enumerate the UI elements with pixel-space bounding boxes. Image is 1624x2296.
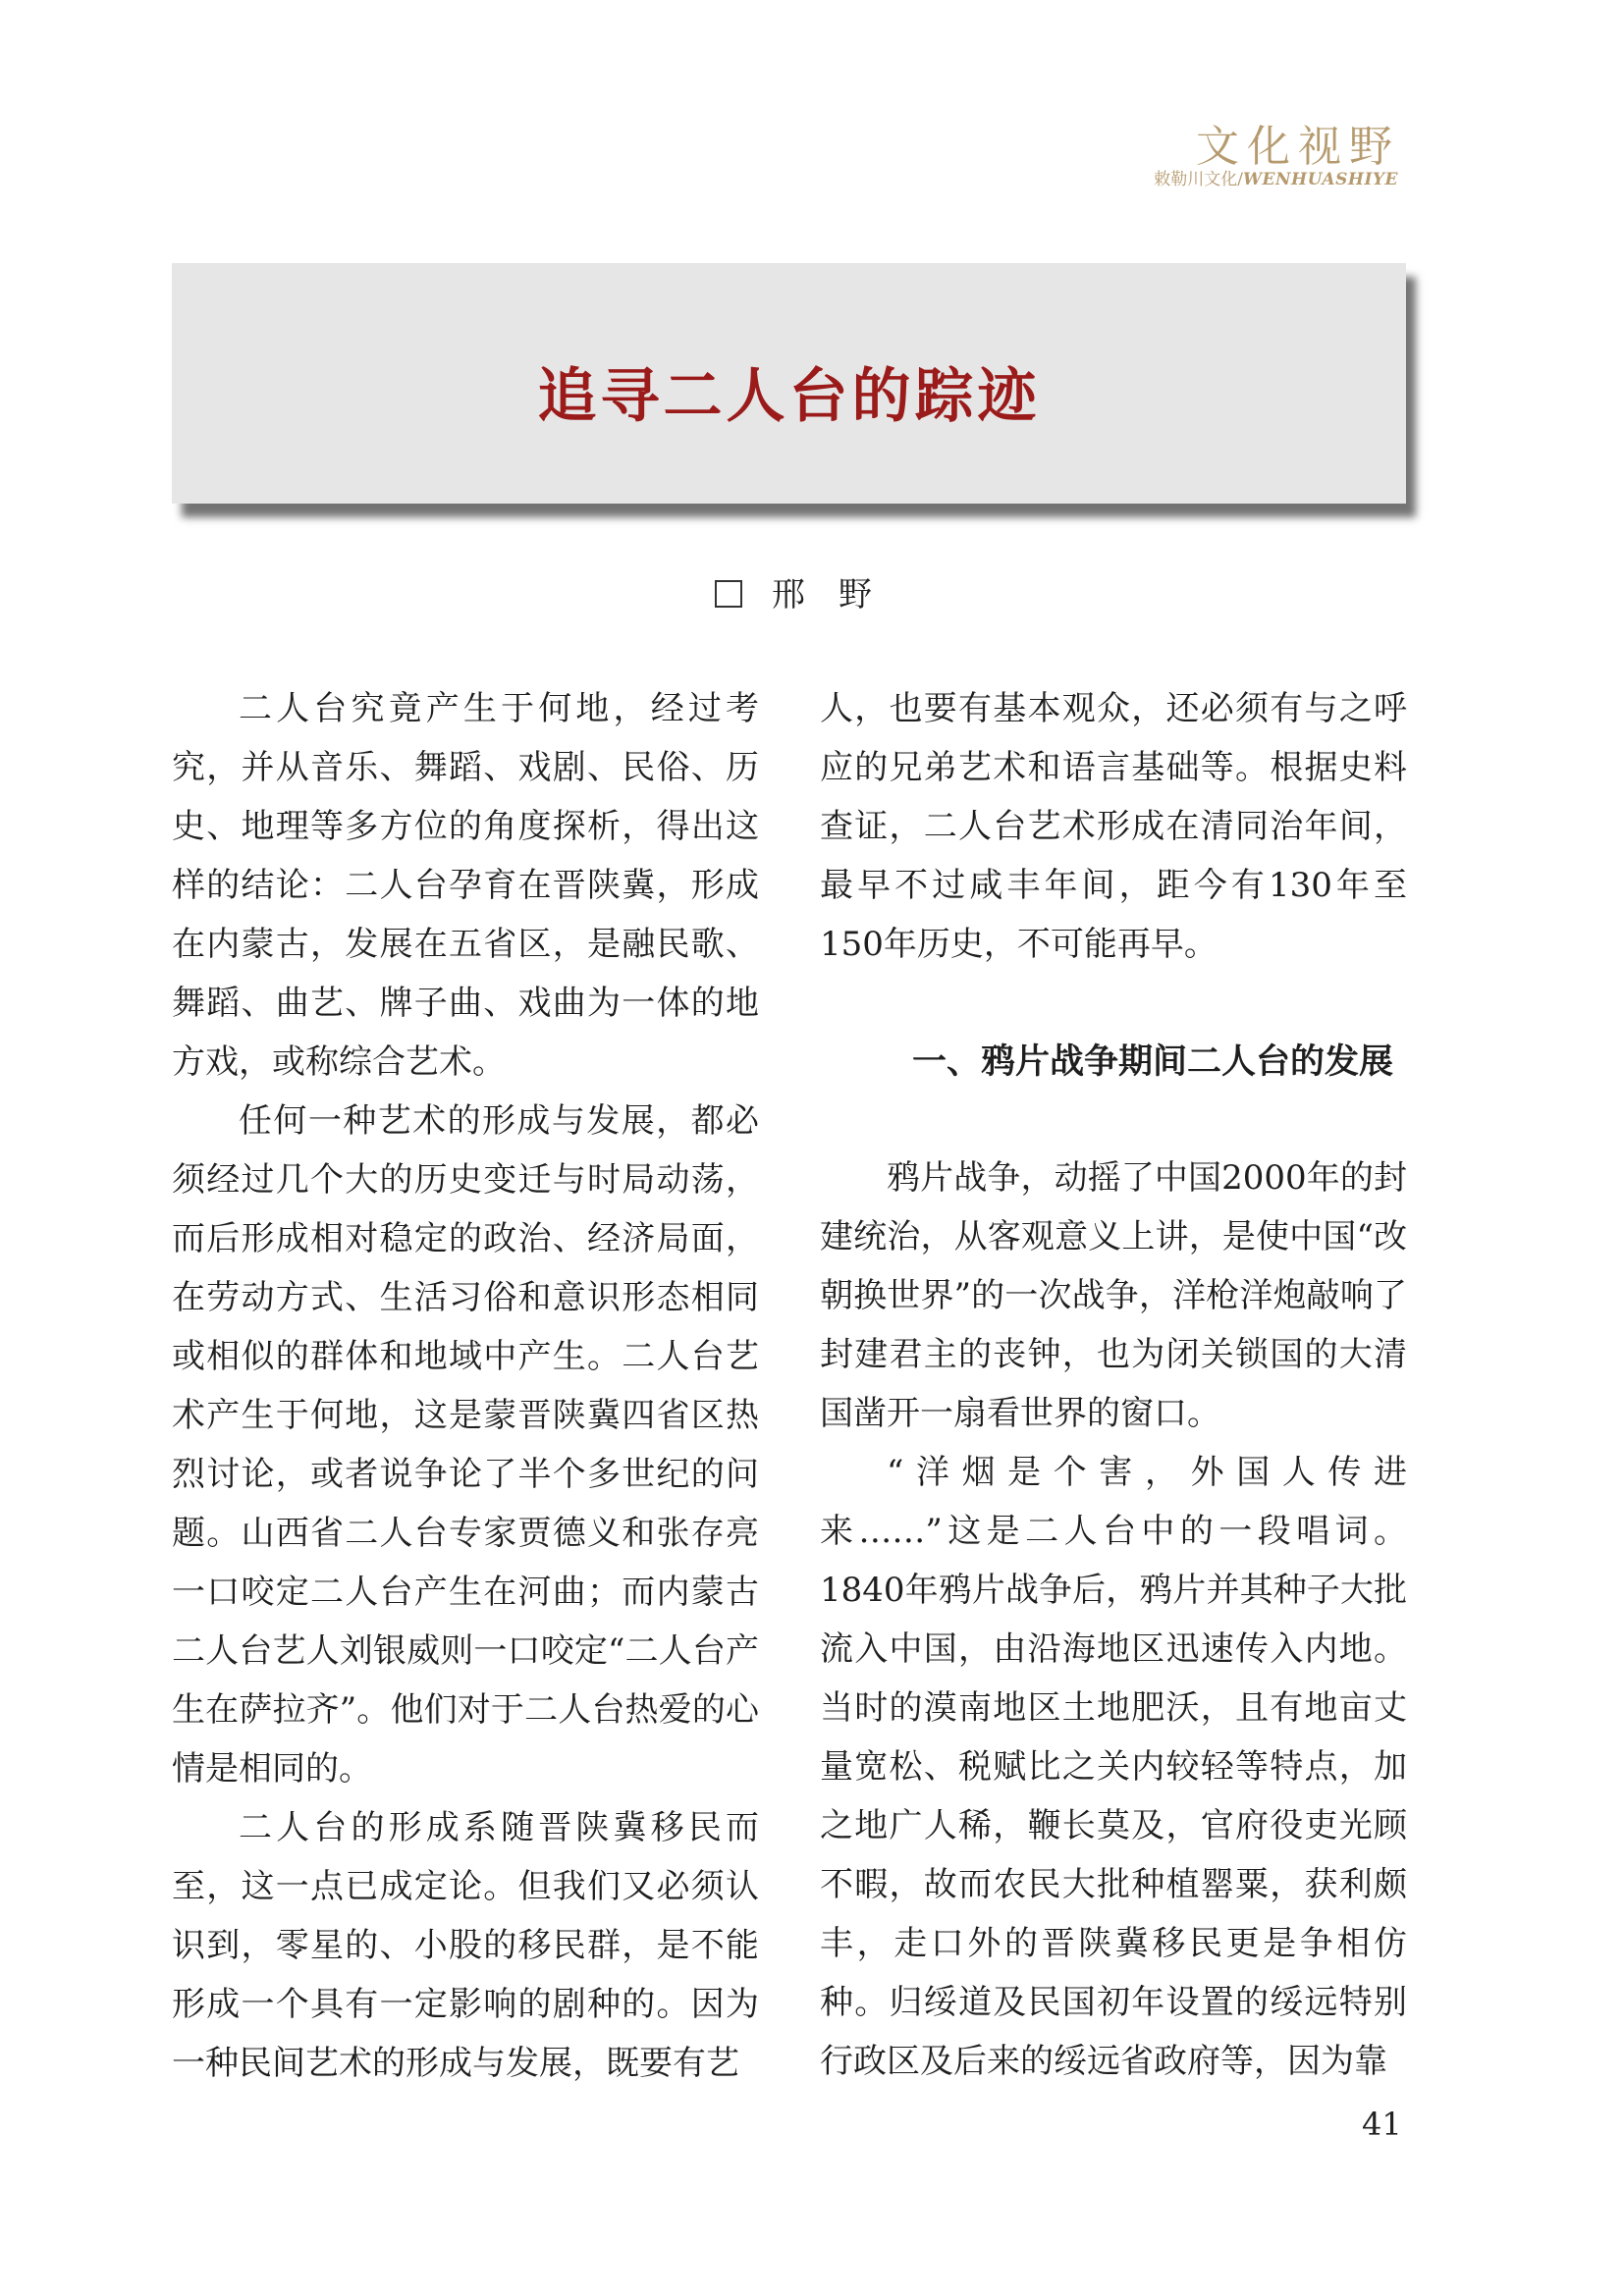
section-subtitle [1154, 165, 1398, 189]
page-number: 41 [1362, 2106, 1402, 2143]
author-name: 邢野 [772, 575, 905, 614]
section-subtitle-en: WENHUASHIYE [1242, 170, 1398, 189]
section-heading: 一、鸦片战争期间二人台的发展 [911, 1042, 1393, 1082]
section-subtitle-cn: 敕勒川文化 [1154, 170, 1238, 189]
paragraph: 二人台的形成系随晋陕冀移民而至，这一点已成定论。但我们又必须认识到，零星的、小股的移民群，是不能形成一个具有一定影响的剧种的。因为一种民间艺术的形成与发展，既要有艺 [172, 1808, 759, 2083]
article-title: 追寻二人台的踪迹 [537, 362, 1041, 431]
paragraph-continued: 人，也要有基本观众，还必须有与之呼应的兄弟艺术和语言基础等。根据史料查证，二人台艺术形成在清同治年间，最早不过咸丰年间，距今有130年至150年历史，不可能再早。 [820, 689, 1407, 964]
paragraph: 二人台究竟产生于何地，经过考究，并从音乐、舞蹈、戏剧、民俗、历史、地理等多方位的角度探析，得出这样的结论：二人台孕育在晋陕冀，形成在内蒙古，发展在五省区，是融民歌、舞蹈、曲艺、牌子曲、戏曲为一体的地方戏，或称综合艺术。 [172, 689, 759, 1082]
title-banner [172, 263, 1406, 504]
byline-square-icon [715, 580, 742, 608]
byline [715, 567, 905, 615]
left-column [172, 679, 759, 2093]
section-title: 文化视野 [1196, 122, 1400, 172]
section-subtitle-sep: / [1237, 170, 1243, 189]
paragraph: 鸦片战争，动摇了中国2000年的封建统治，从客观意义上讲，是使中国“改朝换世界”的一次战争，洋枪洋炮敲响了封建君主的丧钟，也为闭关锁国的大清国凿开一扇看世界的窗口。 [820, 1158, 1407, 1433]
paragraph: 任何一种艺术的形成与发展，都必须经过几个大的历史变迁与时局动荡，而后形成相对稳定的政治、经济局面，在劳动方式、生活习俗和意识形态相同或相似的群体和地域中产生。二人台艺术产生于何地，这是蒙晋陕冀四省区热烈讨论，或者说争论了半个多世纪的问题。山西省二人台专家贾德义和张存亮一口咬定二人台产生在河曲；而内蒙古二人台艺人刘银威则一口咬定“二人台产生在萨拉齐”。他们对于二人台热爱的心情是相同的。 [172, 1101, 759, 1789]
right-column [820, 679, 1407, 2091]
paragraph: “洋烟是个害，外国人传进来……”这是二人台中的一段唱词。1840年鸦片战争后，鸦片并其种子大批流入中国，由沿海地区迅速传入内地。当时的漠南地区土地肥沃，且有地亩丈量宽松、税赋比之关内较轻等特点，加之地广人稀，鞭长莫及，官府役吏光顾不暇，故而农民大批种植罂粟，获利颇丰，走口外的晋陕冀移民更是争相仿种。归绥道及民国初年设置的绥远特别行政区及后来的绥远省政府等，因为靠 [820, 1453, 1407, 2081]
